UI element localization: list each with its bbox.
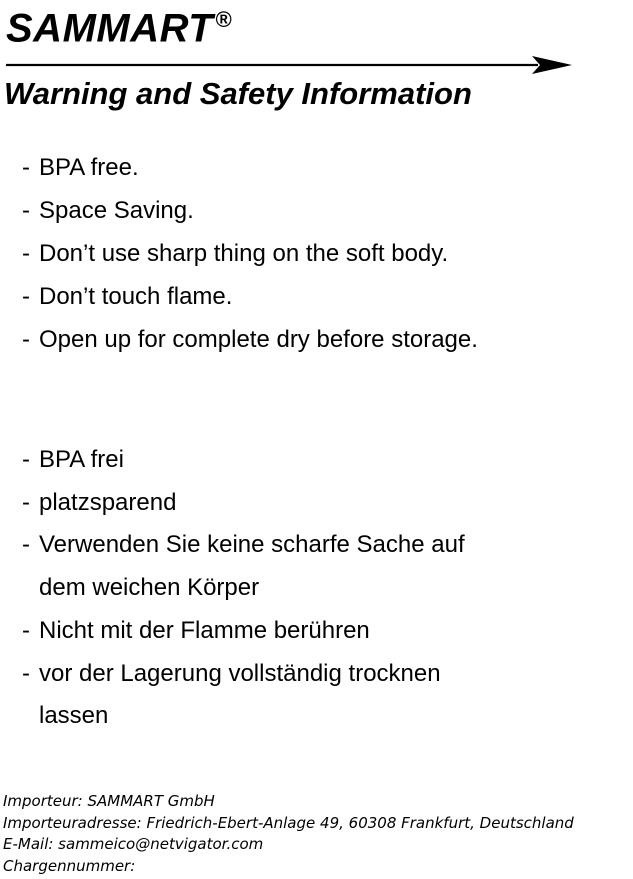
dash: - [22, 283, 30, 310]
list-item-text: vor der Lagerung vollständig trocknen [39, 659, 441, 687]
dash: - [22, 326, 30, 353]
dash: - [22, 197, 30, 224]
list-item-text: lassen [39, 702, 109, 730]
list-item-text: Verwenden Sie keine scharfe Sache auf [39, 531, 465, 559]
list-item-text: BPA frei [39, 446, 124, 473]
list-item-text: Don’t touch flame. [39, 283, 233, 310]
brand-name: SAMMART [6, 6, 214, 51]
list-item-text: Nicht mit der Flamme berühren [39, 616, 370, 644]
importer-info [3, 791, 574, 877]
warnings-list-de [22, 439, 465, 738]
list-item [22, 275, 478, 318]
list-item-text: Space Saving. [39, 197, 194, 224]
registered-mark: ® [215, 7, 232, 32]
list-item-continuation [22, 695, 465, 738]
dash: - [22, 531, 30, 559]
list-item [22, 439, 465, 482]
list-item-text: Don’t use sharp thing on the soft body. [39, 240, 449, 267]
warnings-list-en [22, 146, 478, 361]
list-item [22, 610, 465, 653]
dash: - [22, 446, 30, 473]
list-item-continuation [22, 567, 465, 610]
list-item [22, 318, 478, 361]
list-item [22, 232, 478, 275]
importer-address: Importeuradresse: Friedrich-Ebert-Anlage 49, 60308 Frankfurt, Deutschland [3, 813, 574, 832]
list-item [22, 189, 478, 232]
page-title: Warning and Safety Information [4, 76, 472, 111]
list-item-text: dem weichen Körper [39, 574, 260, 602]
list-item [22, 146, 478, 189]
list-item [22, 482, 465, 525]
brand-logo [6, 0, 232, 50]
dash: - [22, 659, 30, 687]
dash: - [22, 240, 30, 267]
importer-email: E-Mail: sammeico@netvigator.com [3, 835, 264, 853]
importer-name: Importeur: SAMMART GmbH [3, 792, 215, 810]
batch-number: Chargennummer: [3, 856, 136, 875]
list-item-text: BPA free. [39, 154, 139, 181]
dash: - [22, 154, 30, 181]
list-item [22, 524, 465, 567]
list-item-text: platzsparend [39, 488, 177, 516]
list-item [22, 653, 465, 696]
dash: - [22, 488, 30, 516]
list-item-text: Open up for complete dry before storage. [39, 326, 478, 353]
dash: - [22, 616, 30, 644]
